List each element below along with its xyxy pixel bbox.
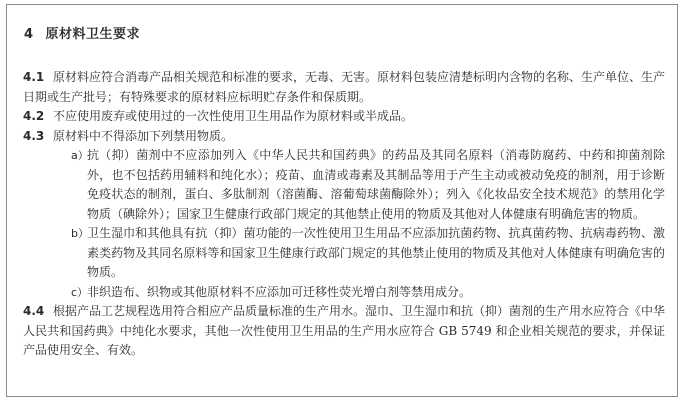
list-marker: a） [71,149,89,162]
list-marker: c） [71,285,89,299]
section-heading [24,23,140,42]
clause-number: 4.3 [23,128,45,143]
list-item-c [23,283,665,303]
clause-4-3 [23,127,665,147]
list-item-text: 非织造布、织物或其他原材料不应添加可迁移性荧光增白剂等禁用成分。 [87,284,472,299]
document-page [6,4,678,397]
list-marker: b） [71,227,89,240]
list-item-text: 抗（抑）菌剂中不应添加列入《中华人民共和国药典》的药品及其同名原料（消毒防腐药、中药和抑菌剂除外，也不包括药用辅料和纯化水）；疫苗、血清或毒素及其制品等用于产生主动或被动免疫的制剂，用于诊断免疫状态的制剂，蛋白、多肽制剂（溶菌酶、溶葡萄球菌酶除外）；列入《化妆品安全技术规范》的禁用化学物质（碘除外）；国家卫生健康行政部门规定的其他禁止使用的物质及其他对人体健康有明确危害的物质。 [87,148,665,221]
clause-number: 4.2 [23,109,45,123]
clause-4-2 [23,107,665,127]
list-item-b [23,224,665,283]
clause-text: 不应使用废弃或使用过的一次性使用卫生用品作为原材料或半成品。 [53,109,414,123]
clause-number: 4.1 [23,70,45,84]
clause-4-1 [23,68,665,107]
list-item-text: 卫生湿巾和其他具有抗（抑）菌功能的一次性使用卫生用品不应添加抗菌药物、抗真菌药物、抗病毒药物、激素类药物及其同名原料等和国家卫生健康行政部门规定的其他禁止使用的物质及其他对人体健康有明确危害的物质。 [87,226,665,279]
clause-text: 根据产品工艺规程选用符合相应产品质量标准的生产用水。湿巾、卫生湿巾和抗（抑）菌剂的生产用水应符合《中华人民共和国药典》中纯化水要求，其他一次性使用卫生用品的生产用水应符合 GB 5749 和企业相关规范的要求，并保证产品使用安全、有效。 [23,304,666,357]
clause-text: 原材料中不得添加下列禁用物质。 [53,128,234,143]
section-number: 4 [24,27,34,42]
list-item-a [23,146,665,224]
section-title: 原材料卫生要求 [45,27,141,42]
section-body [23,68,665,361]
clause-text: 原材料应符合消毒产品相关规范和标准的要求，无毒、无害。原材料包装应清楚标明内含物的名称、生产单位、生产日期或生产批号；有特殊要求的原材料应标明贮存条件和保质期。 [23,70,666,104]
clause-4-4 [23,302,665,361]
clause-number: 4.4 [23,304,45,318]
